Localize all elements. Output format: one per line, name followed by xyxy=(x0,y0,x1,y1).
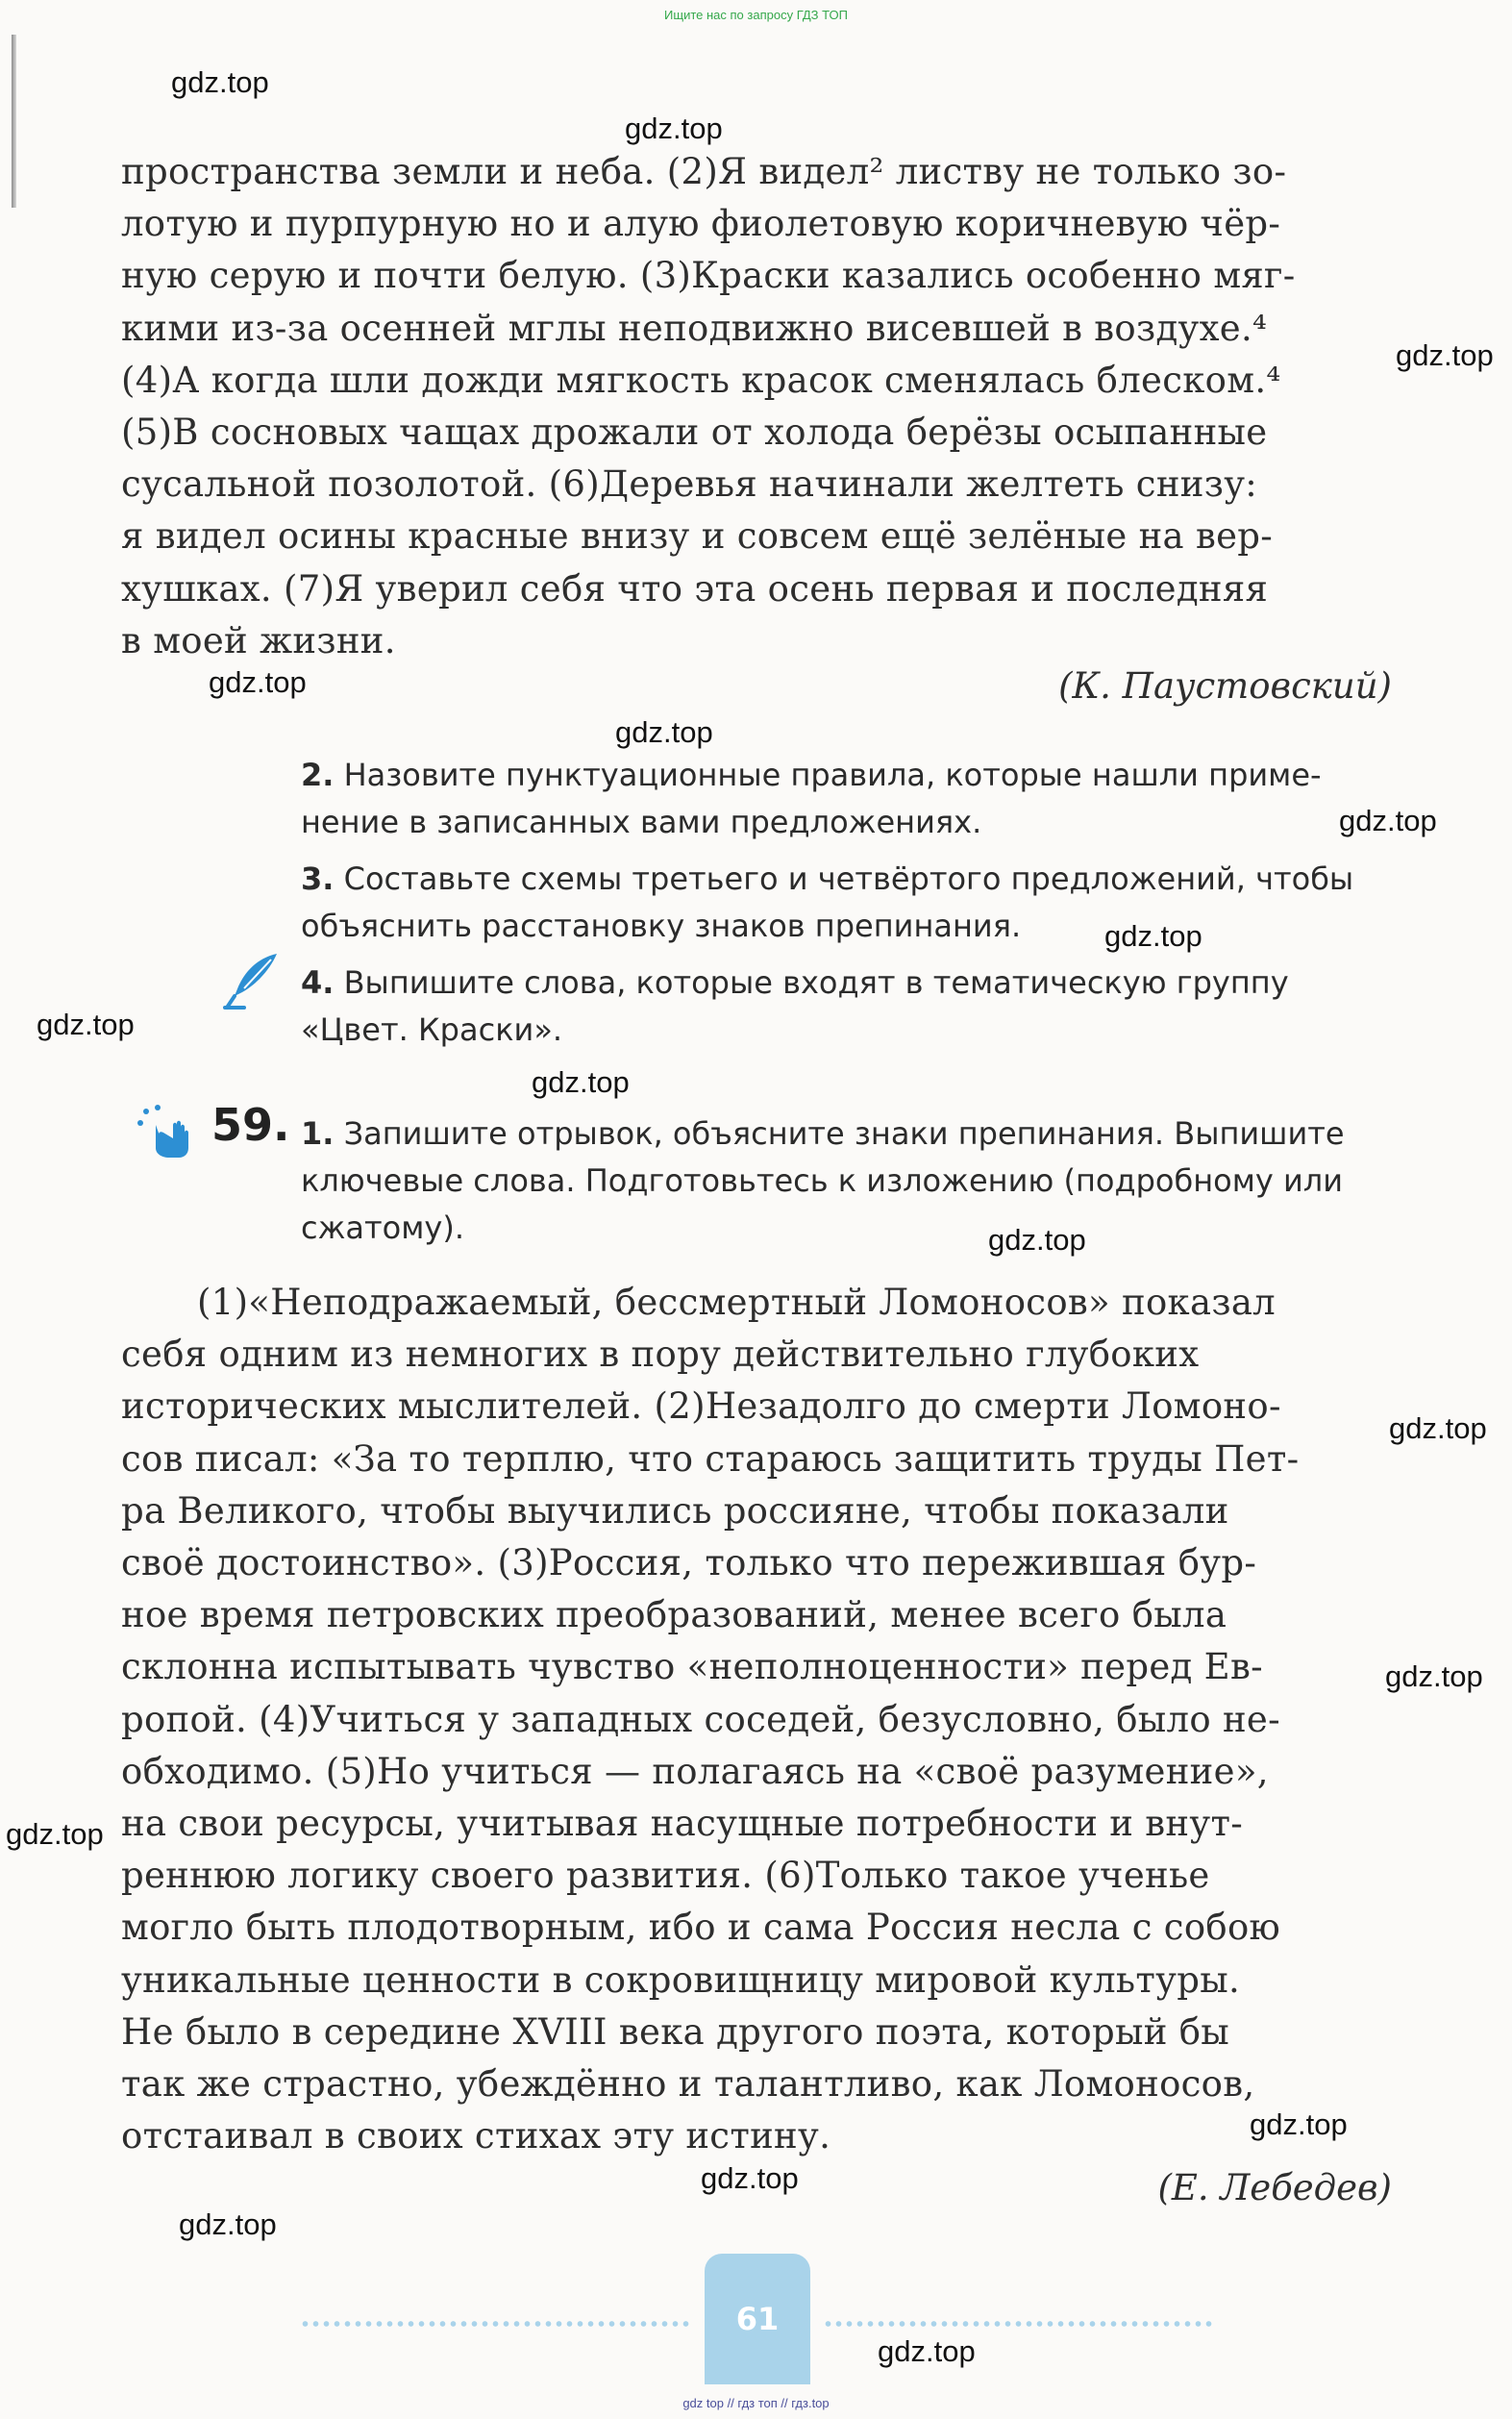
task-4 xyxy=(301,960,1392,1054)
dotted-rule-left xyxy=(300,2321,692,2327)
watermark: gdz.top xyxy=(625,112,723,145)
passage-line: отстаивал в своих стихах эту истину. xyxy=(121,2115,831,2157)
passage-line: Не было в середине XVIII века другого поэта, который бы xyxy=(121,2010,1230,2053)
feather-pen-icon xyxy=(221,950,283,1015)
task-text: Запишите отрывок, объясните знаки препинания. Выпишите xyxy=(343,1115,1345,1152)
passage-line: кими из-за осенней мглы неподвижно висевшей в воздухе.⁴ xyxy=(121,307,1268,349)
passage-line: ра Великого, чтобы выучились россияне, чтобы показали xyxy=(121,1489,1229,1532)
dotted-rule-right xyxy=(823,2321,1215,2327)
task-text: Составьте схемы третьего и четвёртого предложений, чтобы xyxy=(343,860,1354,897)
watermark: gdz.top xyxy=(701,2161,799,2195)
watermark: gdz.top xyxy=(37,1008,135,1041)
page-number: 61 xyxy=(705,2254,810,2384)
top-banner: Ищите нас по запросу ГДЗ ТОП xyxy=(664,8,848,22)
task-text: «Цвет. Краски». xyxy=(301,1011,563,1048)
watermark: gdz.top xyxy=(171,65,269,99)
watermark: gdz.top xyxy=(532,1065,630,1099)
task-number: 2. xyxy=(301,757,335,793)
task-text: сжатому). xyxy=(301,1210,464,1246)
watermark: gdz.top xyxy=(878,2334,976,2368)
passage-line: так же страстно, убеждённо и талантливо, как Ломоносов, xyxy=(121,2063,1255,2106)
passage-line: (4)А когда шли дожди мягкость красок сменялась блеском.⁴ xyxy=(121,359,1281,401)
watermark: gdz.top xyxy=(179,2207,277,2241)
passage-line: сов писал: «За то терплю, что стараюсь защитить труды Пет- xyxy=(121,1437,1300,1480)
task-number: 1. xyxy=(301,1115,335,1152)
passage-line: уникальные ценности в сокровищницу мировой культуры. xyxy=(121,1958,1241,2001)
passage-line: (5)В сосновых чащах дрожали от холода берёзы осыпанные xyxy=(121,411,1268,454)
passage-line: на свои ресурсы, учитывая насущные потребности и внут- xyxy=(121,1803,1244,1845)
watermark: gdz.top xyxy=(1389,1411,1487,1445)
task-text: ключевые слова. Подготовьтесь к изложению (подробному или xyxy=(301,1162,1343,1199)
exercise-number: 59. xyxy=(211,1099,290,1151)
passage-line: ное время петровских преобразований, менее всего была xyxy=(121,1594,1227,1636)
passage-line: лотую и пурпурную но и алую фиолетовую коричневую чёр- xyxy=(121,203,1281,245)
passage-line: себя одним из немногих в пору действительно глубоких xyxy=(121,1334,1200,1376)
watermark: gdz.top xyxy=(6,1817,104,1851)
author-lebedev: (Е. Лебедев) xyxy=(1157,2167,1392,2208)
passage-paustovsky xyxy=(121,146,1392,667)
task-text: объяснить расстановку знаков препинания. xyxy=(301,908,1022,944)
passage-line: в моей жизни. xyxy=(121,619,396,661)
passage-line: (1)«Неподражаемый, бессмертный Ломоносов» показал xyxy=(197,1282,1276,1323)
passage-line: ную серую и почти белую. (3)Краски казались особенно мяг- xyxy=(121,255,1296,297)
passage-line: обходимо. (5)Но учиться — полагаясь на «своё разумение», xyxy=(121,1750,1269,1792)
watermark: gdz.top xyxy=(1339,804,1437,837)
bottom-footer: gdz top // гдз топ // гдз.top xyxy=(682,2396,830,2410)
passage-line: могло быть плодотворным, ибо и сама Россия несла с собою xyxy=(121,1907,1281,1949)
passage-lebedev xyxy=(121,1277,1392,2162)
passage-line: я видел осины красные внизу и совсем ещё зелёные на вер- xyxy=(121,515,1274,558)
passage-line: склонна испытывать чувство «неполноценности» перед Ев- xyxy=(121,1646,1263,1688)
task-3 xyxy=(301,856,1392,950)
author-paustovsky: (К. Паустовский) xyxy=(1058,665,1392,707)
page-binding-edge xyxy=(12,35,16,208)
task-text: Выпишите слова, которые входят в тематическую группу xyxy=(343,964,1289,1001)
watermark: gdz.top xyxy=(1104,919,1202,953)
passage-line: ропой. (4)Учиться у западных соседей, безусловно, было не- xyxy=(121,1698,1280,1740)
watermark: gdz.top xyxy=(1250,2107,1348,2141)
task-number: 3. xyxy=(301,860,335,897)
passage-line: сусальной позолотой. (6)Деревья начинали желтеть снизу: xyxy=(121,463,1258,506)
passage-line: своё достоинство». (3)Россия, только что пережившая бур- xyxy=(121,1542,1257,1584)
task-number: 4. xyxy=(301,964,335,1001)
watermark: gdz.top xyxy=(1385,1659,1483,1693)
watermark: gdz.top xyxy=(988,1223,1086,1257)
hand-icon xyxy=(136,1104,194,1165)
watermark: gdz.top xyxy=(615,715,713,749)
passage-line: хушках. (7)Я уверил себя что эта осень первая и последняя xyxy=(121,567,1269,610)
task-2 xyxy=(301,752,1392,846)
exercise-59-task xyxy=(301,1110,1392,1252)
task-text: Назовите пунктуационные правила, которые нашли приме- xyxy=(343,757,1322,793)
passage-line: пространства земли и неба. (2)Я видел² листву не только зо- xyxy=(121,151,1287,192)
task-text: нение в записанных вами предложениях. xyxy=(301,804,982,840)
passage-line: исторических мыслителей. (2)Незадолго до смерти Ломоно- xyxy=(121,1385,1281,1428)
watermark: gdz.top xyxy=(1396,338,1494,372)
watermark: gdz.top xyxy=(209,665,307,699)
passage-line: реннюю логику своего развития. (6)Только такое ученье xyxy=(121,1855,1210,1897)
